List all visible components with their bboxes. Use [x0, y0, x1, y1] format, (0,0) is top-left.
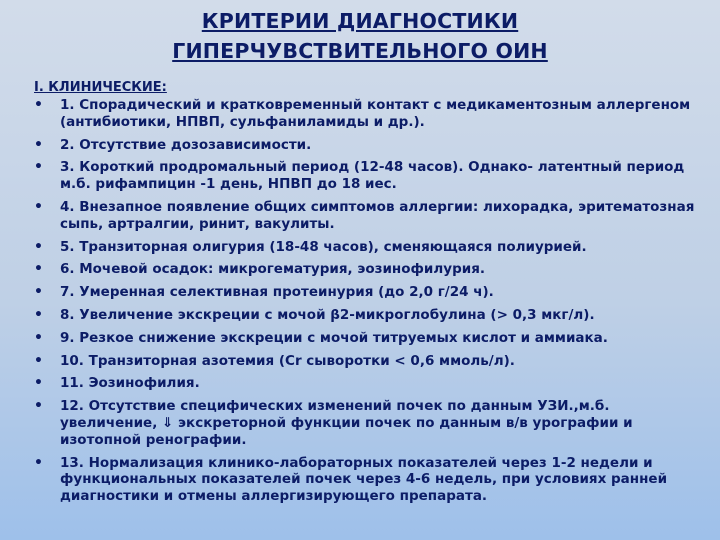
list-item: [34, 398, 704, 448]
list-item: [34, 330, 704, 347]
list-item: [34, 284, 704, 301]
bullet-icon: •: [34, 97, 43, 113]
list-item: [34, 137, 704, 154]
bullet-icon: •: [34, 198, 43, 215]
bullet-icon: •: [34, 375, 43, 392]
list-item-text: 10. Транзиторная азотемия (Cr сыворотки < 0,6 ммоль/л).: [60, 352, 515, 369]
list-item: [34, 97, 704, 131]
section-label: I. КЛИНИЧЕСКИЕ:: [34, 80, 167, 95]
list-item-text: 13. Нормализация клинико-лабораторных показателей через 1-2 недели и функциональных показателей почек через 4-6 недель, при условиях ранней диагностики и отмены аллергизирующего препарата.: [60, 454, 668, 505]
bullet-icon: •: [34, 352, 43, 369]
list-item: [34, 261, 704, 278]
list-item-text: 8. Увеличение экскреции с мочой β2-микроглобулина (> 0,3 мкг/л).: [60, 306, 595, 323]
title-line-2: ГИПЕРЧУВСТВИТЕЛЬНОГО ОИН: [172, 39, 548, 63]
bullet-icon: •: [34, 398, 43, 415]
list-item-text: 5. Транзиторная олигурия (18-48 часов), сменяющаяся полиурией.: [60, 238, 587, 255]
list-item: [34, 307, 704, 324]
criteria-list: [34, 97, 704, 511]
bullet-icon: •: [34, 306, 43, 323]
list-item: [34, 353, 704, 370]
bullet-icon: •: [34, 284, 43, 301]
list-item: [34, 199, 704, 233]
list-item: [34, 455, 704, 505]
slide-title: [0, 6, 720, 66]
list-item: [34, 375, 704, 392]
list-item: [34, 159, 704, 193]
list-item-text: 2. Отсутствие дозозависимости.: [60, 136, 312, 153]
bullet-icon: •: [34, 159, 43, 176]
bullet-icon: •: [34, 238, 43, 255]
bullet-icon: •: [34, 136, 43, 153]
bullet-icon: •: [34, 454, 43, 471]
list-item: [34, 239, 704, 256]
list-item-text: 3. Короткий продромальный период (12-48 часов). Однако- латентный период м.б. рифампицин -1 день, НПВП до 18 иес.: [60, 159, 685, 193]
bullet-icon: •: [34, 329, 43, 346]
list-item-text: 12. Отсутствие специфических изменений почек по данным УЗИ.,м.б. увеличение, ⇓ экскреторной функции почек по данным в/в урографии и изотопной ренографии.: [60, 398, 633, 448]
list-item-text: 11. Эозинофилия.: [60, 375, 200, 392]
list-item-text: 9. Резкое снижение экскреции с мочой титруемых кислот и аммиака.: [60, 329, 608, 346]
bullet-icon: •: [34, 261, 43, 278]
list-item-text: 1. Спорадический и кратковременный контакт с медикаментозным аллергеном (антибиотики, НПВП, сульфаниламиды и др.).: [60, 97, 691, 130]
list-item-text: 7. Умеренная селективная протеинурия (до 2,0 г/24 ч).: [60, 284, 494, 301]
title-line-1: КРИТЕРИИ ДИАГНОСТИКИ: [201, 9, 519, 33]
list-item-text: 4. Внезапное появление общих симптомов аллергии: лихорадка, эритематозная сыпь, артралгии, ринит, вакулиты.: [60, 198, 695, 232]
list-item-text: 6. Мочевой осадок: микрогематурия, эозинофилурия.: [60, 261, 485, 278]
